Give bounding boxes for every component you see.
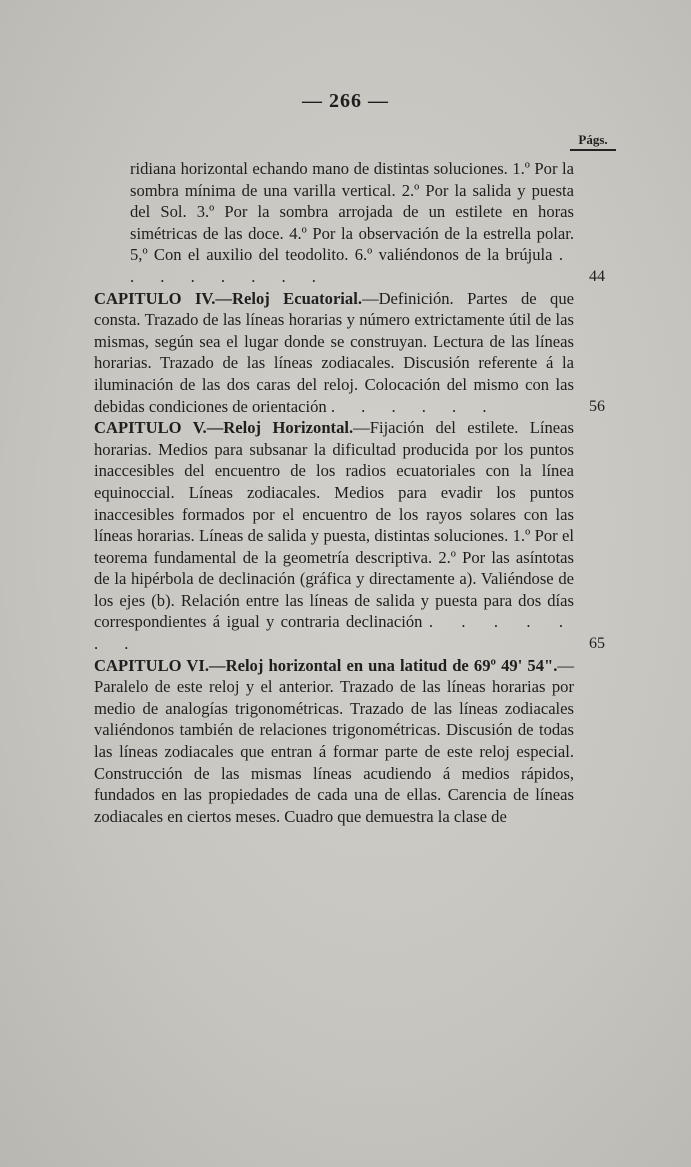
toc-entry: [94, 417, 620, 655]
toc-entry: [94, 158, 620, 288]
chapter-heading: CAPITULO V.—Reloj Horizontal.: [94, 418, 354, 438]
chapter-heading: CAPITULO IV.—Reloj Ecuatorial.: [94, 288, 362, 308]
toc-entry: [94, 655, 620, 828]
toc-entry-text: CAPITULO IV.—Reloj Ecuatorial.—Definición. Partes de que consta. Trazado de las líneas horarias y número extrictamente útil de las mismas, según sea el lugar donde se construyan. Lectura de las líneas horarias. Trazado de las líneas zodiacales. Discusión referente á la iluminación de las dos caras del reloj. Colocación del mismo con las debidas condiciones de orientación . . . . . .: [94, 288, 574, 416]
chapter-heading: CAPITULO VI.—Reloj horizontal en una latitud de 69º 49' 54".: [94, 655, 558, 675]
toc-entry-text: CAPITULO V.—Reloj Horizontal.—Fijación del estilete. Líneas horarias. Medios para subsanar la dificultad producida por los puntos inaccesibles del encuentro de los radios ecuatoriales con la línea equinoccial. Líneas zodiacales. Medios para evadir los puntos inaccesibles formados por el encuentro de los rayos solares con las líneas horarias. Líneas de salida y puesta, distintas soluciones. 1.º Por el teorema fundamental de la geometría descriptiva. 2.º Por las asíntotas de la hipérbola de declinación (gráfica y directamente a). Valiéndose de los ejes (b). Relación entre las líneas de salida y puesta para dos días correspondientes á igual y contraria declinación . . . . . . .: [94, 418, 574, 654]
page-number-header: — 266 —: [302, 90, 389, 112]
toc-entry-text: CAPITULO VI.—Reloj horizontal en una latitud de 69º 49' 54".—Paralelo de este reloj y el anterior. Trazado de las líneas horarias por medio de analogías trigonométricas. Trazado de las líneas zodiacales valiéndonos también de relaciones trigonométricas. Discusión de todas las líneas zodiacales que entran á formar parte de este reloj especial. Construcción de las mismas líneas acudiendo á medios rápidos, fundados en las propiedades de cada una de ellas. Carencia de líneas zodiacales en ciertos meses. Cuadro que demuestra la clase de: [94, 655, 574, 826]
toc-entry: [94, 288, 620, 418]
table-of-contents: [94, 158, 620, 827]
toc-entry-text: ridiana horizontal echando mano de distintas soluciones. 1.º Por la sombra mínima de una varilla vertical. 2.º Por la salida y puesta del Sol. 3.º Por la sombra arrojada de un estilete en horas simétricas de las doce. 4.º Por la observación de la estrella polar. 5,º Con el auxilio del teodolito. 6.º valiéndonos de la brújula . . . . . . . .: [130, 159, 574, 286]
toc-page-number: 56: [589, 397, 605, 415]
pages-column-label: Págs.: [570, 132, 616, 151]
toc-page-number: 65: [589, 635, 605, 653]
dot-leader: . . . . . . .: [94, 612, 574, 654]
toc-page-number: 44: [589, 267, 605, 285]
dot-leader: . . . . . . . .: [130, 245, 574, 286]
dot-leader: . . . . . .: [330, 396, 498, 416]
